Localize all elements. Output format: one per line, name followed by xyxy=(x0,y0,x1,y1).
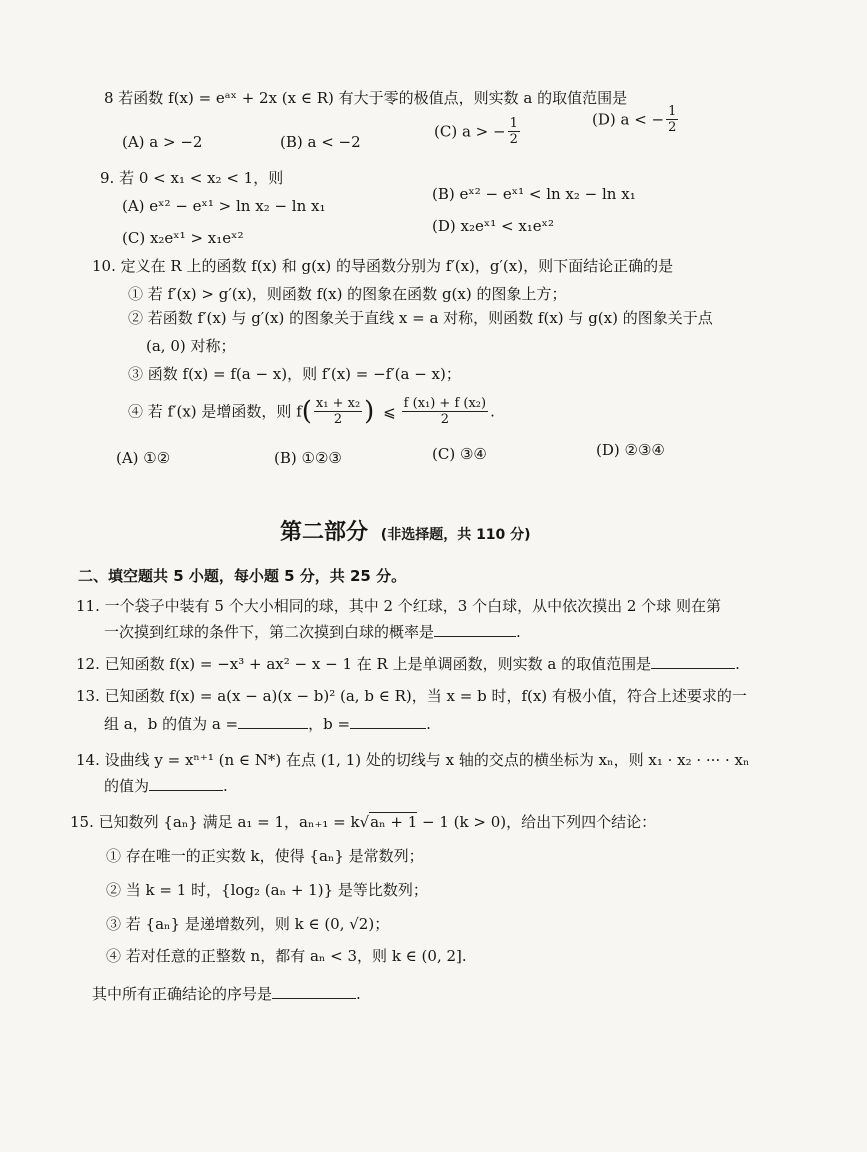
q10-option-d[interactable]: (D) ②③④ xyxy=(596,441,665,459)
q14-answer-blank[interactable] xyxy=(149,776,223,791)
q15-stem-a: 15. 已知数列 {aₙ} 满足 a₁ = 1，aₙ₊₁ = k xyxy=(70,813,360,831)
q15-stem: 15. 已知数列 {aₙ} 满足 a₁ = 1，aₙ₊₁ = k√aₙ + 1 − 1 (k > 0)，给出下列四个结论： xyxy=(70,813,657,831)
part2-subtitle: (非选择题，共 110 分) xyxy=(380,527,531,543)
q10-s4-relation: ⩽ xyxy=(383,402,396,421)
q10-s4-num1: x₁ + x₂ xyxy=(315,396,361,411)
q15-tail-text: 其中所有正确结论的序号是 xyxy=(92,985,273,1003)
q15-statement-4: ④ 若对任意的正整数 n，都有 aₙ < 3，则 k ∈ (0, 2]. xyxy=(106,947,467,965)
q12-text: 12. 已知函数 f(x) = −x³ + ax² − x − 1 在 R 上是单调函数，则实数 a 的取值范围是 xyxy=(76,655,652,673)
q14-line2-text: 的值为 xyxy=(104,777,150,795)
q13-line2-a: 组 a，b 的值为 a = xyxy=(104,715,239,733)
q13-line1: 13. 已知函数 f(x) = a(x − a)(x − b)² (a, b ∈ R)，当 x = b 时，f(x) 有极小值，符合上述要求的一 xyxy=(76,687,747,705)
q10-s4-den2: 2 xyxy=(440,412,450,427)
q13-end: . xyxy=(426,715,431,733)
q15-statement-3: ③ 若 {aₙ} 是递增数列，则 k ∈ (0, √2)； xyxy=(106,915,390,933)
q12-answer-blank[interactable] xyxy=(651,654,735,669)
q9-option-d[interactable]: (D) x₂eˣ¹ < x₁eˣ² xyxy=(432,217,555,235)
q10-statement-3: ③ 函数 f(x) = f(a − x)，则 f′(x) = −f′(a − x)； xyxy=(128,365,461,383)
q13-line2 xyxy=(104,714,431,734)
q12-line xyxy=(76,654,740,674)
q10-option-c[interactable]: (C) ③④ xyxy=(432,445,487,463)
q8-d-denominator: 2 xyxy=(668,120,677,135)
q11-end: . xyxy=(516,623,521,641)
q9-option-b[interactable]: (B) eˣ² − eˣ¹ < ln x₂ − ln x₁ xyxy=(432,185,636,203)
q13-line2-b: ，b = xyxy=(308,715,351,733)
q15-statement-2: ② 当 k = 1 时，{log₂ (aₙ + 1)} 是等比数列； xyxy=(106,881,428,899)
q10-option-b[interactable]: (B) ①②③ xyxy=(274,449,342,467)
q8-c-denominator: 2 xyxy=(509,132,518,147)
q13-a-blank[interactable] xyxy=(238,714,308,729)
q8-option-c-fraction xyxy=(508,116,520,147)
q8-option-d-prefix: (D) a < − xyxy=(592,110,665,129)
q8-option-c-prefix: (C) a > − xyxy=(434,122,506,141)
q10-statement-2: ② 若函数 f′(x) 与 g′(x) 的图象关于直线 x = a 对称，则函数 f(x) 与 g(x) 的图象关于点 xyxy=(128,309,713,327)
q10-s4-end: . xyxy=(490,402,495,421)
q8-option-d-fraction xyxy=(666,104,678,135)
q10-s4-frac-right xyxy=(402,396,488,427)
q14-end: . xyxy=(223,777,228,795)
q9-option-a[interactable]: (A) eˣ² − eˣ¹ > ln x₂ − ln x₁ xyxy=(122,197,326,215)
q10-s4-frac-left xyxy=(314,396,362,427)
q10-statement-4: ④ 若 f′(x) 是增函数，则 f( $\frac{\text{x₁ + x₂}}{2}$ ) ⩽ $\frac{\text{f (x₁) + f (x₂)}}{2}$ . xyxy=(128,396,495,427)
q11-line1: 11. 一个袋子中装有 5 个大小相同的球，其中 2 个红球，3 个白球，从中依次摸出 2 个球 则在第 xyxy=(76,597,721,615)
q9-option-c[interactable]: (C) x₂eˣ¹ > x₁eˣ² xyxy=(122,229,244,247)
part2-heading xyxy=(280,518,531,550)
q13-b-blank[interactable] xyxy=(350,714,426,729)
section2-heading: 二、填空题共 5 小题，每小题 5 分，共 25 分。 xyxy=(78,567,407,585)
q8-option-c[interactable] xyxy=(434,116,522,147)
q15-tail xyxy=(92,984,361,1004)
q8-c-numerator: 1 xyxy=(509,116,518,131)
q11-line2-text: 一次摸到红球的条件下，第二次摸到白球的概率是 xyxy=(104,623,435,641)
q8-option-a[interactable]: (A) a > −2 xyxy=(122,133,203,151)
q15-answer-blank[interactable] xyxy=(272,984,356,999)
q10-option-a[interactable]: (A) ①② xyxy=(116,449,171,467)
q12-end: . xyxy=(735,655,740,673)
q10-statement-1: ① 若 f′(x) > g′(x)，则函数 f(x) 的图象在函数 g(x) 的图象上方； xyxy=(128,285,567,303)
q8-stem: 8 若函数 f(x) = eᵃˣ + 2x (x ∈ R) 有大于零的极值点，则实数 a 的取值范围是 xyxy=(104,89,628,107)
q8-option-d[interactable] xyxy=(592,104,680,135)
q14-line2 xyxy=(104,776,228,796)
q15-statement-1: ① 存在唯一的正实数 k，使得 {aₙ} 是常数列； xyxy=(106,847,424,865)
q10-statement-2-cont: (a, 0) 对称； xyxy=(146,337,236,355)
q15-end: . xyxy=(356,985,361,1003)
q11-line2 xyxy=(104,622,521,642)
q10-s4-num2: f (x₁) + f (x₂) xyxy=(403,396,487,411)
q14-line1: 14. 设曲线 y = xⁿ⁺¹ (n ∈ N*) 在点 (1, 1) 处的切线与 x 轴的交点的横坐标为 xₙ，则 x₁ · x₂ · ··· · xₙ xyxy=(76,751,750,769)
q11-answer-blank[interactable] xyxy=(434,622,516,637)
q15-stem-b: − 1 (k > 0)，给出下列四个结论： xyxy=(417,813,657,831)
q9-stem: 9. 若 0 < x₁ < x₂ < 1，则 xyxy=(100,169,284,187)
q8-d-numerator: 1 xyxy=(668,104,677,119)
part2-title: 第二部分 xyxy=(280,520,369,545)
q8-option-b[interactable]: (B) a < −2 xyxy=(280,133,361,151)
q10-s4-den1: 2 xyxy=(333,412,343,427)
q15-stem-sqrt: aₙ + 1 xyxy=(370,813,418,831)
q10-s4-prefix: ④ 若 f′(x) 是增函数，则 f xyxy=(128,402,302,421)
q10-stem: 10. 定义在 R 上的函数 f(x) 和 g(x) 的导函数分别为 f′(x)，g′(x)，则下面结论正确的是 xyxy=(92,257,674,275)
